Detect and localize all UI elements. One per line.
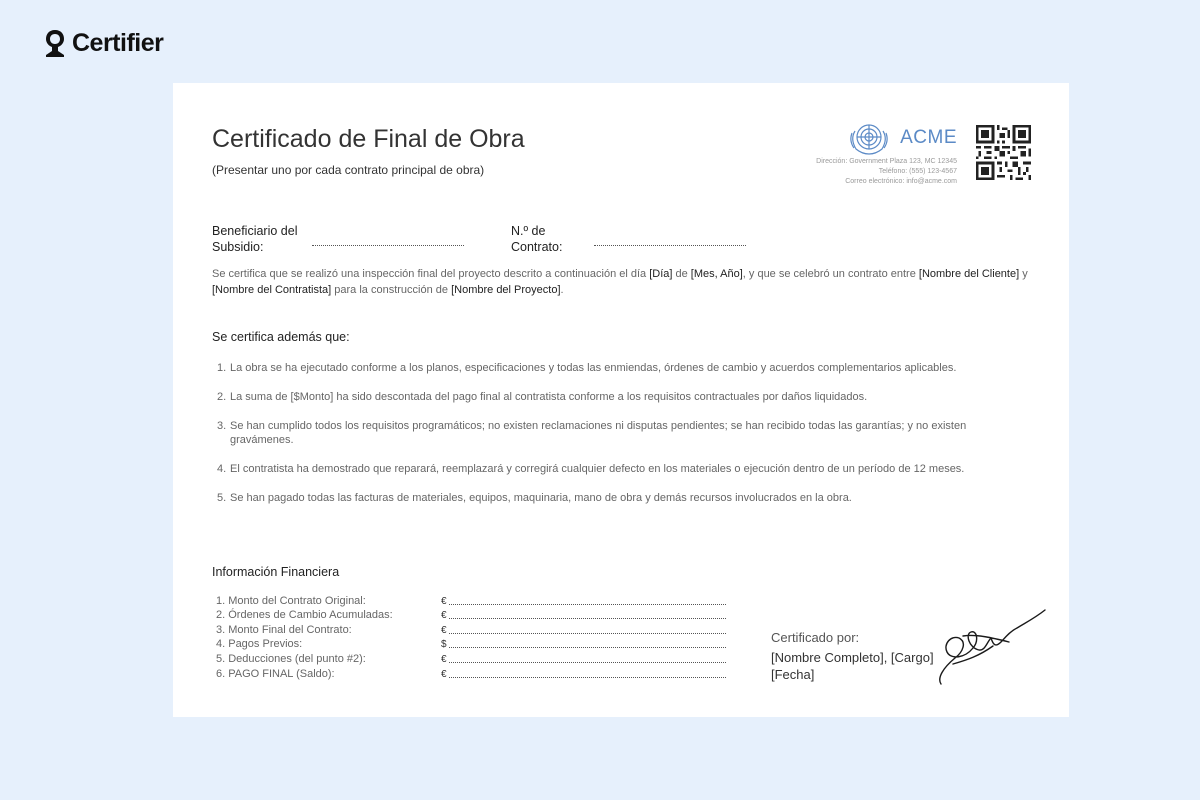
list-item-number: 2. (217, 391, 227, 403)
financial-row-label: 4. Pagos Previos: (216, 638, 303, 651)
contract-dotted-line[interactable] (594, 245, 746, 246)
contract-label-line2: Contrato: (511, 240, 563, 254)
intro-text-5: para la construcción de (331, 284, 452, 296)
financial-row-label: 3. Monto Final del Contrato: (216, 623, 352, 636)
qr-code-icon (976, 125, 1031, 180)
placeholder-month-year: [Mes, Año] (690, 268, 743, 280)
org-block (816, 119, 957, 187)
financial-row (216, 607, 726, 622)
financial-row-label: 1. Monto del Contrato Original: (216, 594, 366, 607)
financial-row (216, 636, 726, 651)
beneficiary-label-line2: Subsidio: (212, 240, 264, 254)
list-item-text: Se han cumplido todos los requisitos programáticos; no existen reclamaciones ni disputas pendientes; se han recibido todas las garantías; y no existen gravámenes. (230, 420, 967, 446)
list-item (217, 491, 1017, 505)
financial-row (216, 592, 726, 607)
org-phone: Teléfono: (555) 123-4567 (878, 168, 957, 175)
document-subtitle: (Presentar uno por cada contrato principal de obra) (212, 163, 485, 177)
financial-row-label: 5. Deducciones (del punto #2): (216, 652, 366, 665)
list-item-text: El contratista ha demostrado que reparará, reemplazará y corregirá cualquier defecto en los materiales o ejecución dentro de un período de 12 meses. (230, 463, 965, 475)
financial-table (216, 592, 726, 680)
org-address: Dirección: Government Plaza 123, MC 12345 (816, 158, 957, 165)
list-item (217, 462, 1017, 476)
list-item-number: 5. (217, 492, 227, 504)
signature-image (933, 598, 1053, 688)
globe-emblem-icon (846, 119, 892, 157)
list-item-number: 1. (217, 362, 227, 374)
beneficiary-dotted-line[interactable] (312, 245, 464, 246)
currency-symbol: € (441, 653, 447, 665)
intro-paragraph (212, 266, 1032, 298)
brand-name: Certifier (72, 28, 164, 57)
list-item (217, 390, 1017, 404)
amount-dotted-line[interactable] (449, 618, 726, 619)
placeholder-day: [Día] (649, 268, 673, 280)
list-item-number: 3. (217, 420, 227, 432)
currency-symbol: € (441, 624, 447, 636)
placeholder-client: [Nombre del Cliente] (918, 268, 1020, 280)
certifier-logo-icon (44, 28, 66, 58)
document-title: Certificado de Final de Obra (212, 125, 525, 153)
financial-heading: Información Financiera (212, 565, 340, 579)
intro-text-6: . (560, 284, 564, 296)
beneficiary-field (212, 223, 464, 255)
amount-dotted-line[interactable] (449, 633, 726, 634)
signer-name-placeholder: [Nombre Completo], [Cargo] (771, 650, 934, 665)
date-placeholder: [Fecha] (771, 667, 815, 682)
intro-text-2: de (672, 268, 691, 280)
intro-text-3: , y que se celebró un contrato entre (742, 268, 919, 280)
certified-by-label: Certificado por: (771, 630, 860, 645)
certifier-logo[interactable] (44, 28, 163, 58)
contract-label-line1: N.º de (511, 224, 546, 238)
contract-number-field (511, 223, 746, 255)
currency-symbol: € (441, 668, 447, 680)
further-certifies-heading: Se certifica además que: (212, 330, 350, 344)
certified-by-block (771, 629, 934, 683)
amount-dotted-line[interactable] (449, 604, 726, 605)
currency-symbol: $ (441, 639, 447, 651)
amount-dotted-line[interactable] (449, 662, 726, 663)
list-item-number: 4. (217, 463, 227, 475)
amount-dotted-line[interactable] (449, 647, 726, 648)
currency-symbol: € (441, 610, 447, 622)
beneficiary-label-line1: Beneficiario del (212, 224, 298, 238)
certification-list (217, 361, 1017, 520)
list-item-text: La obra se ha ejecutado conforme a los planos, especificaciones y todas las enmiendas, órdenes de cambio y acuerdos complementarios aplicables. (230, 362, 957, 374)
list-item-text: La suma de [$Monto] ha sido descontada del pago final al contratista conforme a los requisitos contractuales por daños liquidados. (230, 391, 868, 403)
list-item (217, 419, 1017, 447)
placeholder-project: [Nombre del Proyecto] (451, 284, 561, 296)
intro-text-4: y (1019, 268, 1028, 280)
financial-row-label: 6. PAGO FINAL (Saldo): (216, 667, 335, 680)
currency-symbol: € (441, 595, 447, 607)
financial-row (216, 650, 726, 665)
financial-row (216, 621, 726, 636)
amount-dotted-line[interactable] (449, 677, 726, 678)
intro-text-1: Se certifica que se realizó una inspección final del proyecto descrito a continuación el día (212, 268, 650, 280)
placeholder-contractor: [Nombre del Contratista] (212, 284, 332, 296)
org-name: ACME (900, 127, 957, 148)
financial-row (216, 665, 726, 680)
financial-row-label: 2. Órdenes de Cambio Acumuladas: (216, 609, 393, 622)
list-item (217, 361, 1017, 375)
org-email: Correo electrónico: info@acme.com (845, 178, 957, 185)
certificate-document (173, 83, 1069, 717)
list-item-text: Se han pagado todas las facturas de materiales, equipos, maquinaria, mano de obra y demás recursos involucrados en la obra. (230, 492, 852, 504)
